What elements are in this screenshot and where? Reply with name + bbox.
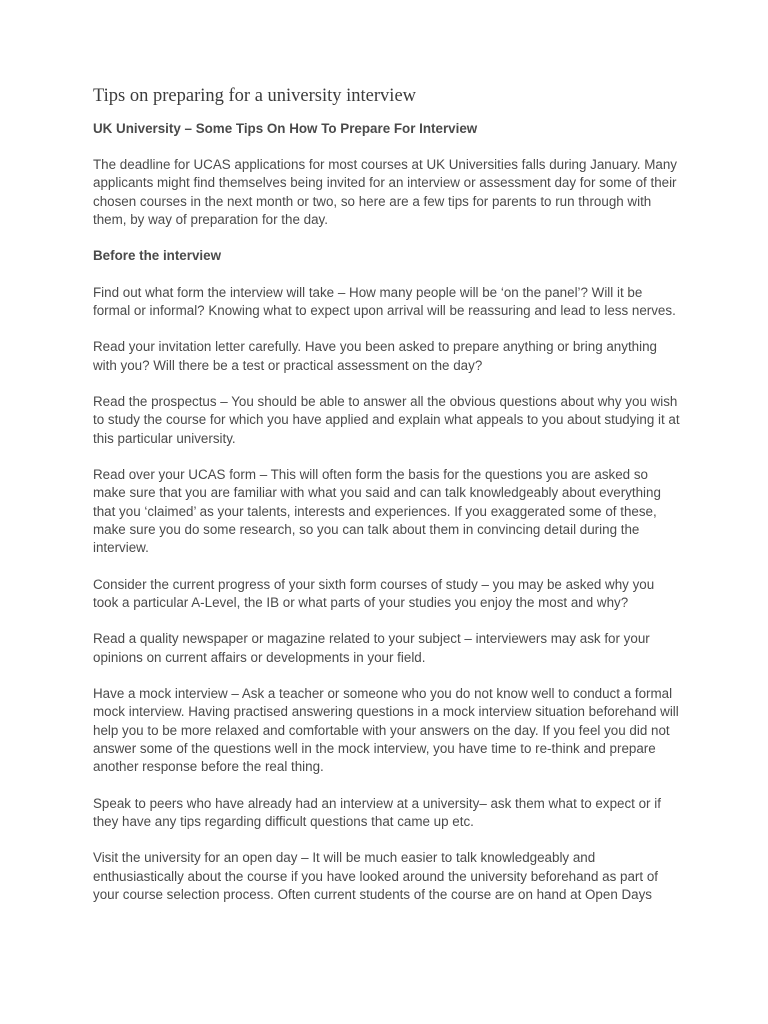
section-heading: Before the interview	[93, 248, 221, 264]
paragraph-open-day: Visit the university for an open day – It will be much easier to talk knowledgeably and enthusiastically about the course if you have looked around the university beforehand as part of your course selection process. Often current students of the course are on hand at Open Days	[93, 850, 658, 902]
document-subtitle: UK University – Some Tips On How To Prepare For Interview	[93, 121, 478, 136]
document-title: Tips on preparing for a university interview	[93, 86, 417, 106]
paragraph-prospectus: Read the prospectus – You should be able to answer all the obvious questions about why you wish to study the course for which you have applied and explain what appeals to you about studying it at this particular university.	[93, 394, 680, 446]
document-page	[93, 84, 683, 922]
paragraph-interview-form: Find out what form the interview will take – How many people will be ‘on the panel’? Will it be formal or informal? Knowing what to expect upon arrival will be reassuring and lead to less nerves.	[93, 284, 676, 318]
intro-paragraph: The deadline for UCAS applications for most courses at UK Universities falls during January. Many applicants might find themselves being invited for an interview or assessment day for some of their chosen courses in the next month or two, so here are a few tips for parents to run through with them, by way of preparation for the day.	[93, 157, 677, 227]
paragraph-speak-to-peers: Speak to peers who have already had an interview at a university– ask them what to expect or if they have any tips regarding difficult questions that came up etc.	[93, 795, 661, 829]
paragraph-sixth-form: Consider the current progress of your sixth form courses of study – you may be asked why you took a particular A-Level, the IB or what parts of your studies you enjoy the most and why?	[93, 576, 655, 610]
paragraph-mock-interview: Have a mock interview – Ask a teacher or someone who you do not know well to conduct a formal mock interview. Having practised answering questions in a mock interview situation beforehand will help you to be more relaxed and comfortable with your answers on the day. If you feel you did not answer some of the questions well in the mock interview, you have time to re-think and prepare another response before the real thing.	[93, 686, 679, 775]
paragraph-newspaper: Read a quality newspaper or magazine related to your subject – interviewers may ask for your opinions on current affairs or developments in your field.	[93, 631, 650, 665]
paragraph-invitation-letter: Read your invitation letter carefully. Have you been asked to prepare anything or bring anything with you? Will there be a test or practical assessment on the day?	[93, 339, 657, 373]
paragraph-ucas-form: Read over your UCAS form – This will often form the basis for the questions you are asked so make sure that you are familiar with what you said and can talk knowledgeably about everything that you ‘claimed’ as your talents, interests and experiences. If you exaggerated some of these, make sure you do some research, so you can talk about them in convincing detail during the interview.	[93, 467, 661, 556]
